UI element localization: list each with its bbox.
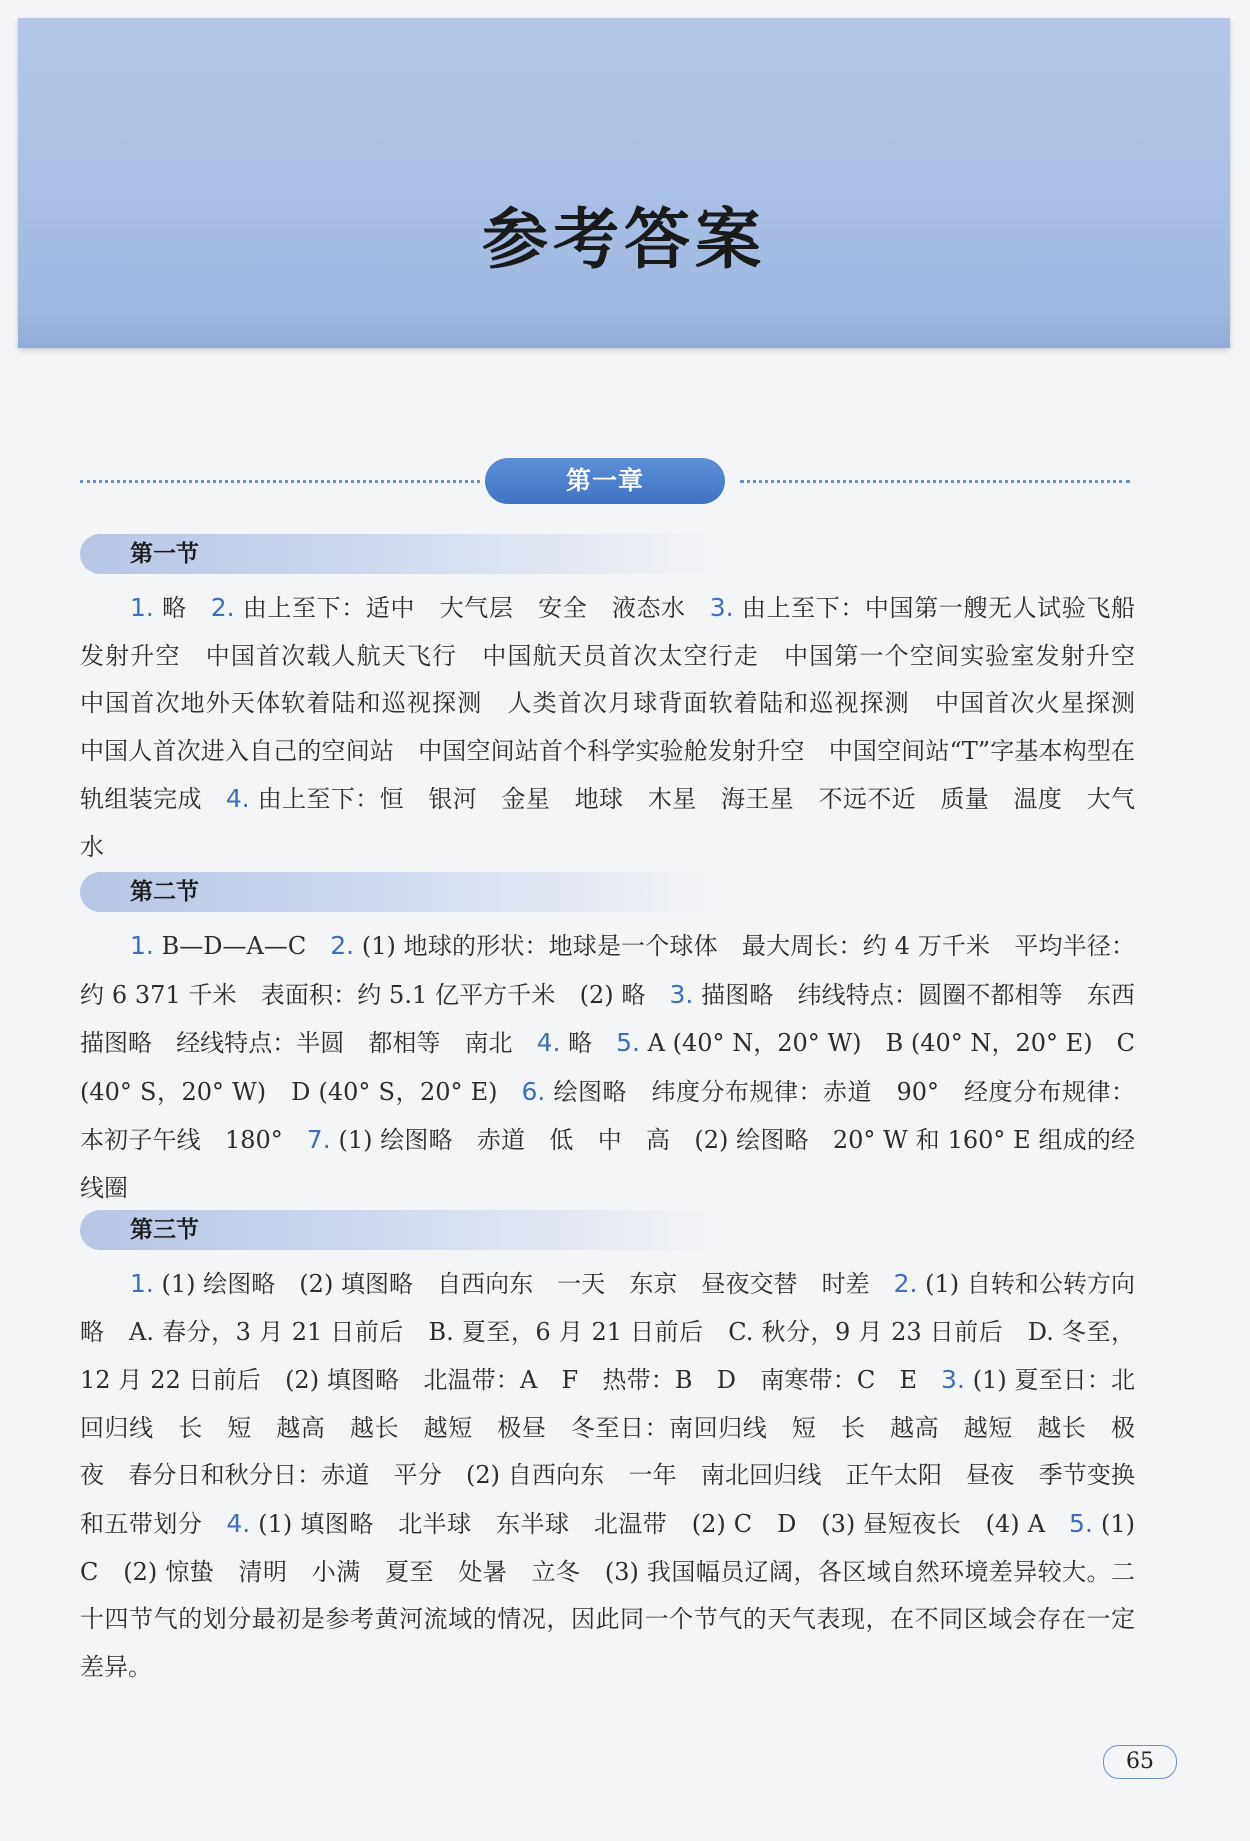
answer-text: 绘图略 纬度分布规律：赤道 90° 经度分布规律：本初子午线 180°: [80, 1077, 1135, 1155]
page-number: 65: [1103, 1745, 1177, 1779]
answer-number: 4.: [536, 1028, 561, 1058]
answer-text: (1) 绘图略 赤道 低 中 高 (2) 绘图略 20° W 和 160° E 组成的经线圈: [80, 1126, 1135, 1202]
answer-number: 3.: [941, 1365, 965, 1395]
answer-number: 5.: [616, 1028, 640, 1058]
answer-text: 略: [568, 1029, 593, 1058]
section-title: 第一节: [130, 541, 199, 567]
answer-text: (1) 夏至日：北回归线 长 短 越高 越长 越短 极昼 冬至日：南回归线 短 长 越高 越短 越长 极夜 春分日和秋分日：赤道 平分 (2) 自西向东 一年 南北回归线 正午太阳 昼夜 季节变换和五带划分: [80, 1366, 1136, 1538]
answer-text: 由上至下：中国第一艘无人试验飞船发射升空 中国首次载人航天飞行 中国航天员首次太空行走 中国第一个空间实验室发射升空 中国首次地外天体软着陆和巡视探测 人类首次月球背面软着陆和巡视探测 中国首次火星探测 中国人首次进入自己的空间站 中国空间站首个科学实验舱发射升空 中国空间站“T”字基本构型在轨组装完成: [80, 594, 1159, 814]
answer-number: 4.: [226, 1508, 251, 1538]
dotted-divider-right: [740, 480, 1130, 483]
answer-text: 由上至下：恒 银河 金星 地球 木星 海王星 不远不近 质量 温度 大气 水: [80, 785, 1159, 861]
page-title: 参考答案: [482, 201, 766, 278]
answer-number: 1.: [130, 931, 154, 960]
section-heading-3: [80, 1210, 720, 1250]
answer-number: 6.: [521, 1076, 546, 1106]
answer-number: 4.: [225, 784, 250, 814]
answer-number: 5.: [1069, 1508, 1093, 1538]
section-2-answers: [80, 922, 1159, 1213]
section-title: 第三节: [130, 1217, 199, 1243]
answer-text: (1) 填图略 北半球 东半球 北温带 (2) C D (3) 昼短夜长 (4) A: [258, 1509, 1046, 1538]
section-heading-1: [80, 534, 720, 574]
title-banner: [18, 18, 1230, 348]
answer-number: 3.: [669, 979, 694, 1009]
answer-text: 由上至下：适中 大气层 安全 液态水: [242, 594, 686, 622]
answer-number: 1.: [130, 1269, 154, 1298]
chapter-header: [80, 458, 1130, 504]
answer-number: 2.: [893, 1269, 918, 1298]
answer-number: 2.: [210, 593, 235, 622]
answer-text: B—D—A—C: [161, 932, 307, 960]
section-3-answers: [80, 1260, 1135, 1691]
answer-text: A (40° N，20° W) B (40° N，20° E) C (40° S，20° W) D (40° S，20° E): [80, 1029, 1135, 1106]
banner-decorative-strip: [18, 314, 1230, 348]
answer-text: (1) C (2) 惊蛰 清明 小满 夏至 处暑 立冬 (3) 我国幅员辽阔，各区域自然环境差异较大。二十四节气的划分最初是参考黄河流域的情况，因此同一个节气的天气表现，在不同区域会存在一定差异。: [80, 1509, 1135, 1681]
answer-text: (1) 地球的形状：地球是一个球体 最大周长：约 4 万千米 平均半径：约 6 371 千米 表面积：约 5.1 亿平方千米 (2) 略: [80, 932, 1135, 1009]
answer-number: 2.: [330, 931, 355, 960]
chapter-title: 第一章: [485, 458, 725, 504]
answer-number: 7.: [306, 1125, 331, 1155]
answer-number: 3.: [709, 593, 734, 622]
answer-text: (1) 绘图略 (2) 填图略 自西向东 一天 东京 昼夜交替 时差: [161, 1270, 870, 1298]
answer-text: 描图略 纬线特点：圆圈不都相等 东西 描图略 经线特点：半圆 都相等 南北: [80, 980, 1159, 1058]
answer-text: 略: [162, 594, 187, 622]
section-title: 第二节: [130, 879, 199, 905]
answer-text: (1) 自转和公转方向略 A. 春分，3 月 21 日前后 B. 夏至，6 月 21 日前后 C. 秋分，9 月 23 日前后 D. 冬至，12 月 22 日前后 (2) 填图略 北温带：A F 热带：B D 南寒带：C E: [80, 1270, 1136, 1395]
section-1-answers: [80, 584, 1159, 872]
dotted-divider-left: [80, 480, 480, 483]
section-heading-2: [80, 872, 720, 912]
answer-number: 1.: [130, 593, 154, 622]
